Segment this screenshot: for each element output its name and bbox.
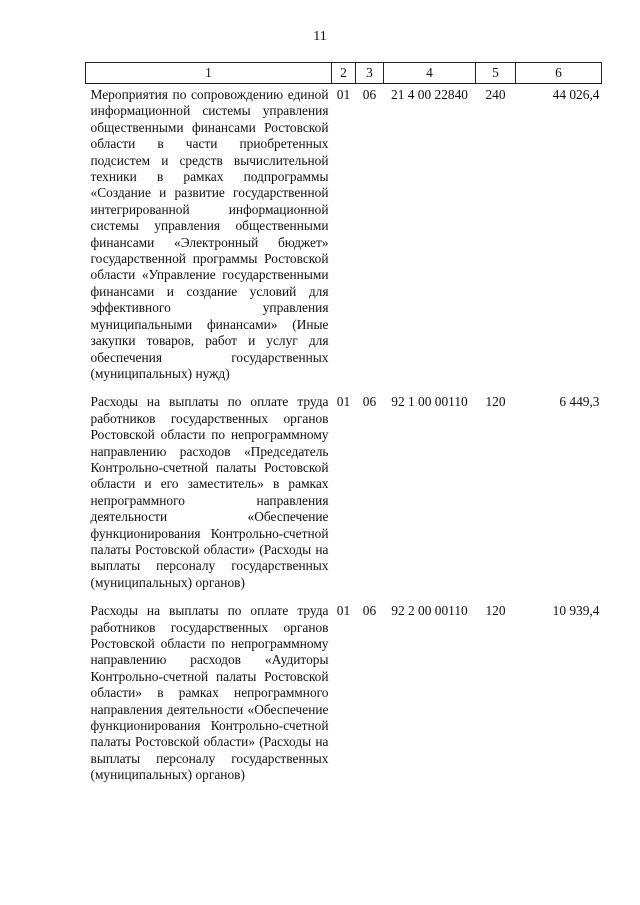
row-expense-type: 120 (485, 394, 506, 410)
row-description: Расходы на выплаты по оплате труда работников государственных органов Ростовской области по непрограммному направлению расходов «Председатель Контрольно-счетной палаты Ростовской области и его заместитель» в рамках непрограммного направления деятельности «Обеспечение функционирования Контрольно-счетной палаты Ростовской области» (Расходы на выплаты персоналу государственных (муниципальных) органов) (90, 394, 329, 590)
row-section-code: 01 (336, 394, 351, 410)
page-number: 11 (313, 29, 327, 44)
row-target-article: 92 2 00 00110 (391, 603, 468, 619)
table-row (86, 600, 602, 792)
row-description: Мероприятия по сопровождению единой информационной системы управления общественными финансами Ростовской области в части приобретенных подсистем и средств вычислительной техники в рамках подпрограммы «Создание и развитие государственной интегрированной информационной системы управления общественными финансами «Электронный бюджет» государственной программы Ростовской области «Управление государственными финансами и создание условий для эффективного управления муниципальными финансами» (Иные закупки товаров, работ и услуг для обеспечения государственных (муниципальных) нужд) (90, 87, 329, 381)
row-description: Расходы на выплаты по оплате труда работников государственных органов Ростовской области по непрограммному направлению расходов «Аудиторы Контрольно-счетной палаты Ростовской области» в рамках непрограммного направления деятельности «Обеспечение функционирования Контрольно-счетной палаты Ростовской области» (Расходы на выплаты персоналу государственных (муниципальных) органов) (90, 603, 329, 783)
row-amount: 44 026,4 (552, 87, 600, 102)
row-subsection-code: 06 (362, 603, 377, 619)
row-target-article: 21 4 00 22840 (391, 87, 468, 102)
table-row (86, 391, 602, 600)
row-subsection-code: 06 (362, 87, 377, 102)
row-section-code: 01 (336, 87, 351, 102)
column-header-4: 4 (384, 63, 476, 84)
row-expense-type: 240 (485, 87, 506, 102)
column-header-5: 5 (476, 63, 516, 84)
column-header-6: 6 (516, 63, 602, 84)
budget-table (85, 62, 602, 793)
table-row (86, 84, 602, 392)
row-amount: 6 449,3 (559, 394, 600, 410)
row-expense-type: 120 (485, 603, 506, 619)
column-header-1: 1 (86, 63, 332, 84)
row-subsection-code: 06 (362, 394, 377, 410)
row-target-article: 92 1 00 00110 (391, 394, 468, 410)
column-header-2: 2 (332, 63, 356, 84)
row-section-code: 01 (336, 603, 351, 619)
row-amount: 10 939,4 (552, 603, 600, 619)
column-header-3: 3 (356, 63, 384, 84)
table-header-row (86, 63, 602, 84)
